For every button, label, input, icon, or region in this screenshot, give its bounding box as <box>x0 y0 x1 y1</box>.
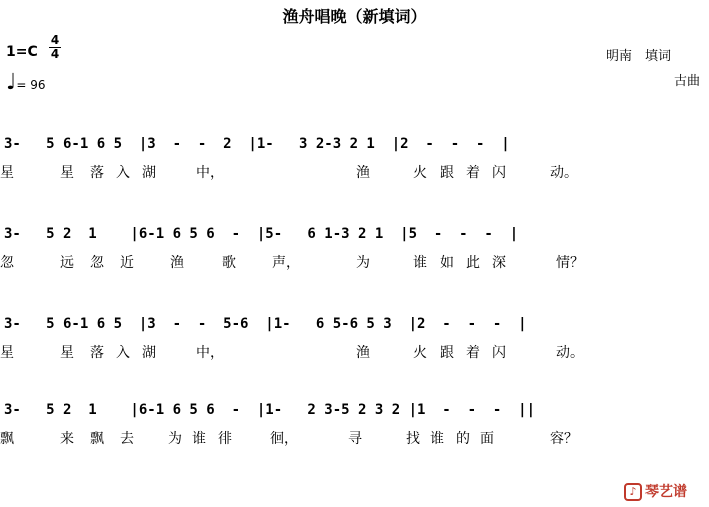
lyric: 谁 <box>192 431 206 447</box>
site-watermark <box>624 481 687 501</box>
watermark-text: 琴艺谱 <box>645 484 687 500</box>
lyric: 深 <box>492 255 506 271</box>
lyric: 闪 <box>492 165 506 181</box>
lyric: 动。 <box>556 345 584 361</box>
lyric: 动。 <box>550 165 578 181</box>
lyric: 的 <box>456 431 470 447</box>
lyric: 火 <box>413 345 427 361</box>
lyric: 徊， <box>270 431 298 447</box>
lyric: 落 <box>90 165 104 181</box>
lyric: 入 <box>116 345 130 361</box>
notation-line-4: 3- 5 2 1 |6-1 6 5 6 - |1- 2 3-5 2 3 2 |1 - - - || <box>4 402 536 418</box>
time-signature-bottom: 4 <box>50 47 60 61</box>
lyric: 着 <box>466 345 480 361</box>
lyric: 寻 <box>348 431 362 447</box>
score-line-3 <box>0 316 709 376</box>
score-line-1 <box>0 136 709 196</box>
lyric: 渔 <box>356 165 370 181</box>
lyric: 飘 <box>0 431 14 447</box>
lyric: 歌 <box>222 255 236 271</box>
lyric: 星 <box>60 165 74 181</box>
lyric: 徘 <box>218 431 232 447</box>
lyric: 近 <box>120 255 134 271</box>
lyric: 远 <box>60 255 74 271</box>
time-signature-top: 4 <box>50 33 60 47</box>
lyric: 为 <box>168 431 182 447</box>
lyric: 着 <box>466 165 480 181</box>
score-line-4 <box>0 402 709 462</box>
lyric: 入 <box>116 165 130 181</box>
tempo-value: = 96 <box>16 78 46 92</box>
lyric: 声， <box>272 255 300 271</box>
key-signature: 1=C <box>6 44 38 60</box>
notation-line-3: 3- 5 6-1 6 5 |3 - - 5-6 |1- 6 5-6 5 3 |2 - - - | <box>4 316 527 332</box>
notation-line-2: 3- 5 2 1 |6-1 6 5 6 - |5- 6 1-3 2 1 |5 - - - | <box>4 226 519 242</box>
lyric: 忽 <box>90 255 104 271</box>
lyric: 湖 <box>142 165 156 181</box>
logo-icon: ♪ <box>624 483 642 501</box>
lyricist-credit: 明南 填词 <box>606 49 672 64</box>
lyric: 星 <box>0 165 14 181</box>
lyric: 如 <box>440 255 454 271</box>
lyric: 落 <box>90 345 104 361</box>
quarter-note-icon: ♩ <box>6 70 17 95</box>
lyric: 忽 <box>0 255 14 271</box>
composer-credit: 古曲 <box>674 74 701 89</box>
lyric: 来 <box>60 431 74 447</box>
time-signature <box>49 34 61 61</box>
lyric: 容？ <box>550 431 578 447</box>
lyric: 飘 <box>90 431 104 447</box>
lyric: 此 <box>466 255 480 271</box>
tempo-marking <box>6 72 46 94</box>
notation-line-1: 3- 5 6-1 6 5 |3 - - 2 |1- 3 2-3 2 1 |2 - - - | <box>4 136 510 152</box>
lyric: 湖 <box>142 345 156 361</box>
lyric: 去 <box>120 431 134 447</box>
lyric: 闪 <box>492 345 506 361</box>
lyric: 情？ <box>556 255 584 271</box>
lyric: 谁 <box>430 431 444 447</box>
lyric: 跟 <box>440 345 454 361</box>
lyric: 跟 <box>440 165 454 181</box>
page-title: 渔舟唱晚（新填词） <box>282 7 427 26</box>
lyric: 找 <box>406 431 420 447</box>
lyric: 谁 <box>413 255 427 271</box>
lyric: 中， <box>196 345 224 361</box>
lyric: 火 <box>413 165 427 181</box>
lyric: 星 <box>0 345 14 361</box>
lyric: 面 <box>480 431 494 447</box>
lyric: 渔 <box>356 345 370 361</box>
lyric: 中， <box>196 165 224 181</box>
lyric: 渔 <box>170 255 184 271</box>
lyric: 星 <box>60 345 74 361</box>
lyric: 为 <box>356 255 370 271</box>
score-line-2 <box>0 226 709 286</box>
